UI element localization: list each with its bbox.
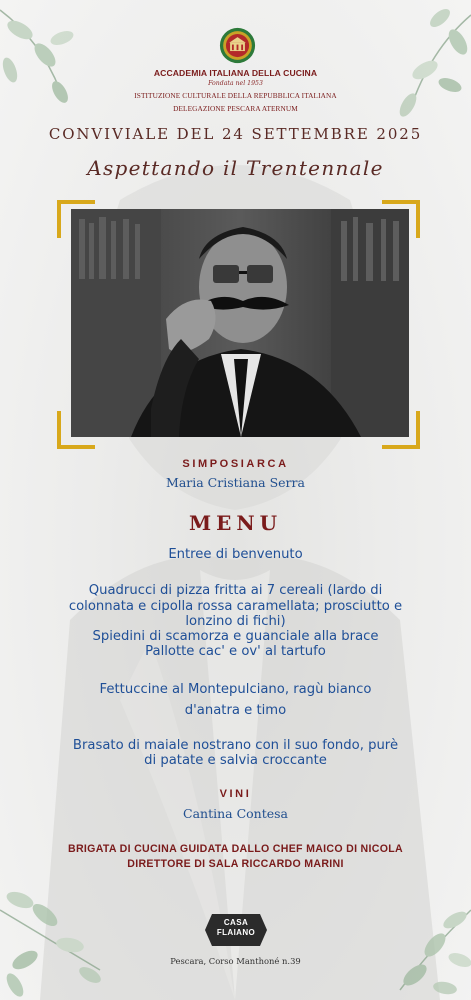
portrait-photo <box>71 209 409 437</box>
casa-flaiano-logo-text <box>205 918 267 937</box>
menu-item: Pallotte cac' e ov' al tartufo <box>145 644 326 659</box>
credits <box>0 842 471 871</box>
menu-item: Quadrucci di pizza fritta ai 7 cereali (lardo di <box>88 583 383 598</box>
badge-line-2: FLAIANO <box>216 927 256 937</box>
wine-name: Cantina Contesa <box>183 806 288 821</box>
delegation-text: DELEGAZIONE PESCARA ATERNUM <box>173 104 298 113</box>
menu-item: Spiedini di scamorza e guanciale alla brace <box>92 629 379 644</box>
simposiarca-label: SIMPOSIARCA <box>182 458 289 470</box>
event-subtitle: Aspettando il Trentennale <box>87 156 384 180</box>
menu-item: Entree di benvenuto <box>168 547 303 562</box>
founded-text: Fondata nel 1953 <box>208 80 263 87</box>
menu-item: d'anatra e timo <box>184 703 287 718</box>
event-title: CONVIVIALE DEL 24 SETTEMBRE 2025 <box>48 125 423 143</box>
academy-logo-icon <box>219 27 256 64</box>
institution-text: ISTITUZIONE CULTURALE DELLA REPUBBLICA ITALIANA <box>134 91 337 100</box>
menu-item: Brasato di maiale nostrano con il suo fondo, purè <box>72 738 399 753</box>
leaves-bottom-right-icon <box>380 890 471 1000</box>
badge-line-1: CASA <box>223 918 249 927</box>
menu-item: Fettuccine al Montepulciano, ragù bianco <box>99 682 372 697</box>
menu-item: colonnata e cipolla rossa caramellata; prosciutto e <box>68 599 403 614</box>
menu-item: lonzino di fichi) <box>185 614 286 629</box>
simposiarca-name: Maria Cristiana Serra <box>166 475 305 490</box>
menu-item: di patate e salvia croccante <box>144 753 327 768</box>
credits-director: DIRETTORE DI SALA RICCARDO MARINI <box>127 857 344 870</box>
menu-title: MENU <box>188 511 283 535</box>
wines-label: VINI <box>219 788 252 800</box>
leaves-top-left-icon <box>0 0 90 120</box>
credits-chef: BRIGATA DI CUCINA GUIDATA DALLO CHEF MAICO DI NICOLA <box>68 843 403 855</box>
academy-name: ACCADEMIA ITALIANA DELLA CUCINA <box>153 68 318 78</box>
leaves-bottom-left-icon <box>0 870 110 1000</box>
venue-address: Pescara, Corso Manthoné n.39 <box>170 956 301 966</box>
